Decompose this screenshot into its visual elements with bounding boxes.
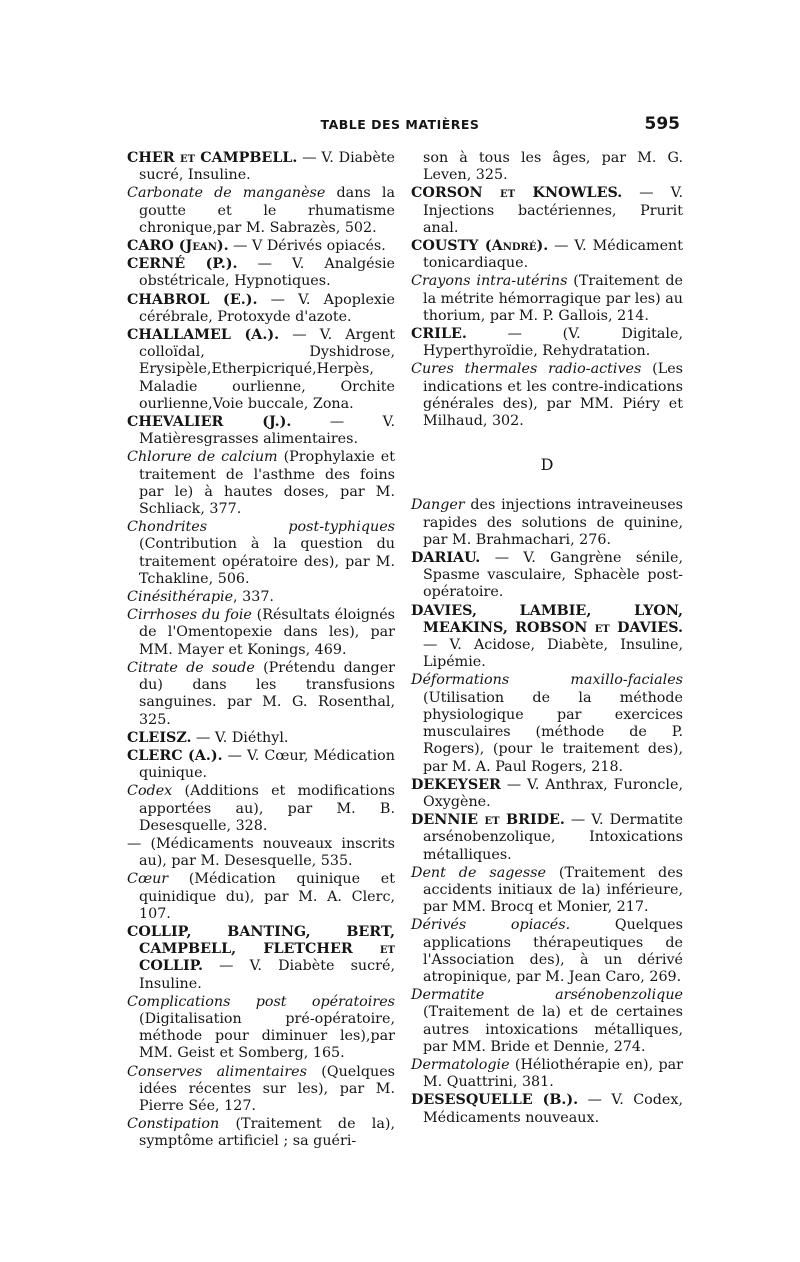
entry-text: — V. Gangrène sénile, Spasme vasculaire, Sphacèle post-opératoire. [423,550,683,601]
index-entry [127,836,395,870]
entry-heading: CLEISZ. [127,729,192,746]
entry-text: (Prétendu danger du) dans les transfusions sanguines. par M. G. Rosenthal, 325. [139,659,395,728]
section-letter: D [540,455,554,475]
index-entry [127,783,395,835]
index-entry [127,589,395,606]
entry-text: — V Dérivés opiacés. [228,238,386,255]
entry-text: (Additions et modifications apportées au), par M. B. Desesquelle, 328. [139,783,395,834]
index-entry [411,238,683,272]
entry-heading: Crayons intra-utérins [411,273,568,290]
entry-text: — V. Acidose, Diabète, Insuline, Lipémie. [423,637,683,671]
index-entry [411,1092,683,1126]
entry-text: — V. Analgésie obstétricale, Hypnotiques. [139,256,395,290]
entry-text: — V. Dermatite arsénobenzolique, Intoxications métalliques. [423,812,683,863]
index-entry [127,871,395,923]
entry-heading: Constipation [127,1116,220,1133]
index-entry [411,326,683,360]
entry-text: — V. Diabète sucré, Insuline. [139,150,395,184]
entry-heading: CHALLAMEL (A.). [127,327,280,344]
entry-text: (Traitement de la) et de certaines autres intoxications métalliques, par MM. Bride et Dennie, 274. [423,1004,683,1055]
entry-text: dans la goutte et le rhumatisme chronique,par M. Sabrazès, 502. [139,185,395,236]
index-entry [127,449,395,518]
entry-heading: Complications post opératoires [127,993,395,1010]
index-entry [411,361,683,430]
entry-text: (Médication quinique et quinidique du), par M. A. Clerc, 107. [139,871,395,922]
entry-text: — V. Injections bactériennes, Prurit anal. [423,185,683,236]
index-entry [127,238,395,255]
entry-text: (Digitalisation pré-opératoire, méthode pour diminuer les),par MM. Geist et Somberg, 165. [139,1010,395,1062]
entry-text: (Contribution à la question du traitement opératoire des), par M. Tchakline, 506. [139,536,395,587]
entry-heading: CERNÉ (P.). [127,256,238,273]
index-entry [411,987,683,1056]
entry-heading: CRILE. [411,326,467,343]
index-entry [127,256,395,290]
entry-text: — V. Argent colloïdal, Dyshidrose, Erysipèle,Etherpicriqué,Herpès, Maladie ourlienne, Orchite ourlienne,Voie buccale, Zona. [139,327,395,412]
index-entry [127,660,395,729]
right-column [411,150,683,1128]
entry-heading: COLLIP, BANTING, BERT, CAMPBELL, FLETCHER et COLLIP. [127,923,395,975]
index-entry [411,777,683,811]
entry-heading: Dermatite arsénobenzolique [411,987,683,1004]
index-entry [127,414,395,448]
index-entry [411,497,683,549]
entry-text: — V. Codex, Médicaments nouveaux. [423,1092,683,1126]
entry-heading: DARIAU. [411,550,481,567]
entry-heading: Dermatologie [411,1056,510,1073]
entry-heading: Citrate de soude [127,659,255,676]
index-entry [411,185,683,237]
entry-text: — V. Anthrax, Furoncle, Oxygène. [423,776,683,810]
entry-text: — V. Diabète sucré, Insuline. [139,958,395,992]
page-number: 595 [644,114,680,134]
index-entry [127,607,395,659]
index-entry [127,150,395,184]
index-entry [411,917,683,986]
index-entry [411,865,683,917]
entry-heading: DENNIE et BRIDE. [411,812,565,829]
entry-heading: Chondrites post-typhiques [127,519,395,536]
entry-text: — V. Médicament tonicardiaque. [423,238,683,272]
entry-heading: DEKEYSER [411,776,501,793]
entry-text: des injections intraveineuses rapides des solutions de quinine, par M. Brahmachari, 276. [423,497,683,548]
entry-text: — V. Apoplexie cérébrale, Protoxyde d'azote. [139,291,396,325]
index-entry [127,1064,395,1116]
entry-text: Quelques applications thérapeutiques de l'Association des), à un dérivé atropinique, par M. Jean Caro, 269. [423,917,683,985]
entry-heading: Dérivés opiacés. [411,917,571,934]
entry-heading: Cirrhoses du foie [127,607,252,624]
entry-heading: CHER et CAMPBELL. [127,150,298,166]
index-entry [411,812,683,864]
index-entry [411,550,683,602]
entry-heading: CHABROL (E.). [127,291,258,308]
index-entry [411,150,683,184]
entry-heading: Carbonate de manganèse [127,185,326,202]
entry-text: , 337. [233,589,274,606]
entry-text: — V. Matièresgrasses alimentaires. [139,414,395,448]
right-column-bottom [411,497,683,1126]
index-entry [127,924,395,993]
index-entry [127,519,395,588]
entry-heading: Dent de sagesse [411,864,546,881]
entry-text: (Héliothérapie en), par M. Quattrini, 381. [423,1056,683,1091]
entry-heading: COUSTY (André). [411,238,549,255]
index-entry [127,994,395,1063]
entry-text: son à tous les âges, par M. G. Leven, 325. [423,150,683,184]
entry-heading: Conserves alimentaires [127,1063,307,1080]
index-entry [127,730,395,747]
index-entry [411,672,683,775]
entry-heading: Déformations maxillo-faciales [411,672,683,689]
entry-text: (Utilisation de la méthode physiologique par exercices musculaires (méthode de P. Rogers), (pour le traitement des), par M. A. Paul Rogers, 218. [423,689,683,775]
right-column-top [411,150,683,430]
entry-text: (Quelques idées récentes sur les), par M. Pierre Sée, 127. [139,1063,395,1114]
index-entry [411,1057,683,1091]
index-entry [127,292,395,326]
entry-heading: DAVIES, LAMBIE, LYON, MEAKINS, ROBSON et DAVIES. [411,602,683,636]
entry-heading: CHEVALIER (J.). [127,414,292,431]
entry-text: — (V. Digitale, Hyperthyroïdie, Rehydratation. [423,326,683,360]
left-column [127,150,395,1152]
index-entry [127,748,395,782]
entry-text: — V. Diéthyl. [191,729,289,746]
entry-heading: Danger [411,497,465,514]
entry-heading: Cœur [127,871,169,888]
entry-heading: DESESQUELLE (B.). [411,1092,579,1109]
entry-text: — V. Cœur, Médication quinique. [139,747,395,782]
entry-text: (Traitement de la), symptôme artificiel ; sa guéri- [139,1116,395,1150]
entry-heading: Chlorure de calcium [127,449,278,466]
index-entry [127,185,395,237]
entry-text: — (Médicaments nouveaux inscrits au), par M. Desesquelle, 535. [127,835,395,870]
index-entry [411,273,683,325]
index-entry [127,327,395,413]
entry-text: (Les indications et les contre-indications générales des), par MM. Piéry et Milhaud, 302. [423,361,683,430]
entry-heading: Codex [127,783,173,800]
entry-text: (Prophylaxie et traitement de l'asthme des foins par le) à hautes doses, par M. Schliack, 377. [139,449,395,518]
entry-heading: CARO (Jean). [127,238,229,255]
entry-heading: Cinésithérapie [127,589,234,606]
running-header [120,112,680,136]
entry-heading: CORSON et KNOWLES. [411,185,623,202]
entry-heading: CLERC (A.). [127,747,223,764]
entry-text: (Traitement des accidents initiaux de la) inférieure, par MM. Brocq et Monier, 217. [423,864,684,916]
index-entry [127,1116,395,1150]
entry-text: (Résultats éloignés de l'Omentopexie dans les), par MM. Mayer et Konings, 469. [139,607,395,658]
index-entry [411,603,683,672]
header-title: TABLE DES MATIÈRES [320,117,480,132]
entry-heading: Cures thermales radio-actives [411,361,642,378]
entry-text: (Traitement de la métrite hémorragique par les) au thorium, par M. P. Gallois, 214. [423,273,683,324]
